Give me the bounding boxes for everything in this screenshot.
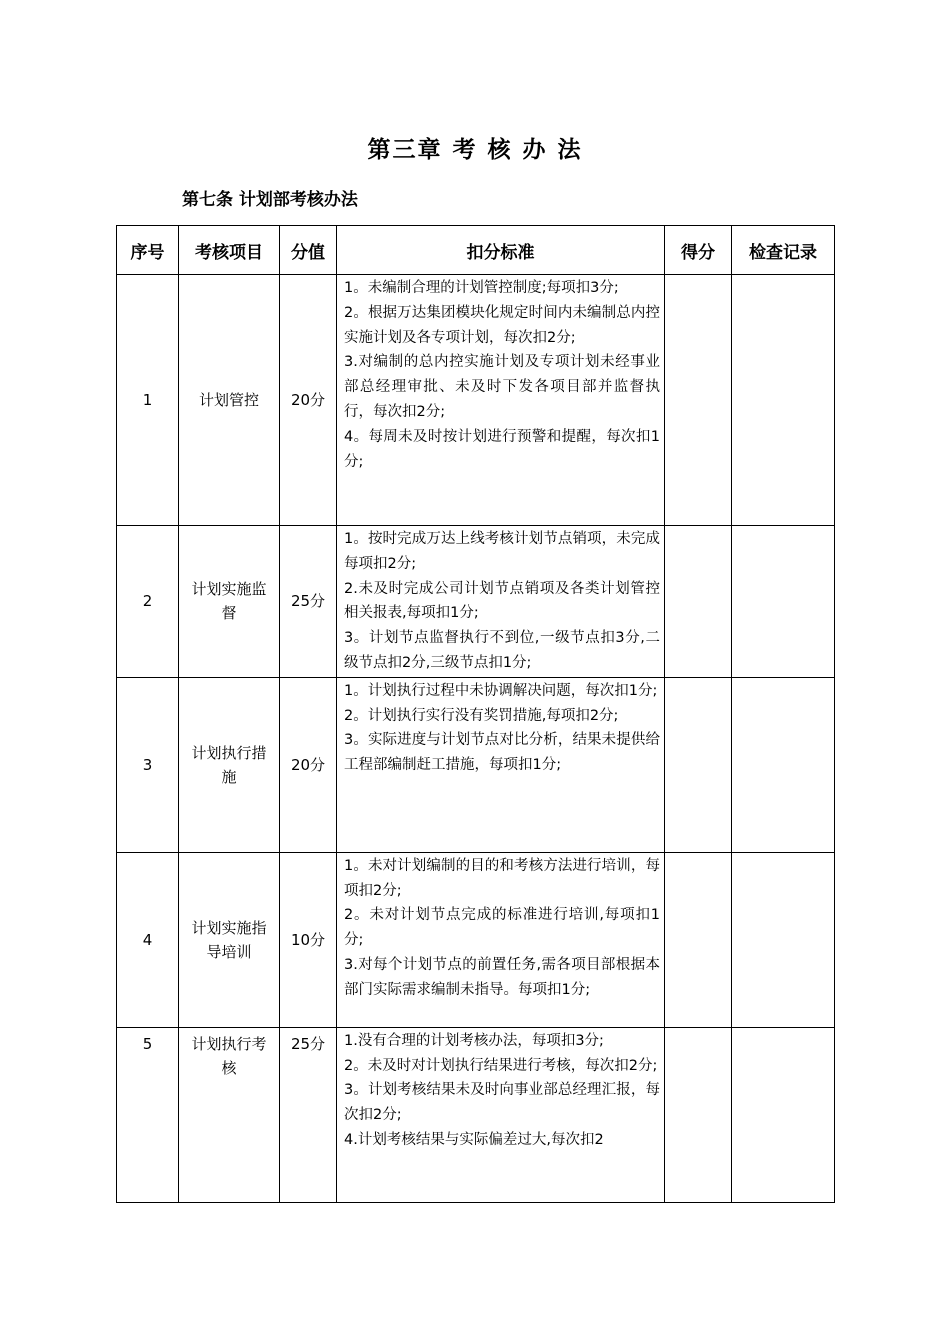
row-no: 3: [117, 677, 179, 852]
row-got[interactable]: [665, 275, 732, 526]
row-item: 计划实施监督: [179, 526, 280, 678]
row-record[interactable]: [732, 852, 835, 1027]
row-no: 1: [117, 275, 179, 526]
header-got: 得分: [665, 226, 732, 275]
header-score: 分值: [280, 226, 337, 275]
row-score: 20分: [280, 677, 337, 852]
criteria-line: 1。计划执行过程中未协调解决问题，每次扣1分;: [344, 682, 658, 699]
header-item: 考核项目: [179, 226, 280, 275]
criteria-line: 2.未及时完成公司计划节点销项及各类计划管控相关报表,每项扣1分;: [344, 580, 660, 622]
criteria-line: 1.没有合理的计划考核办法，每项扣3分;: [344, 1032, 604, 1049]
header-no: 序号: [117, 226, 179, 275]
row-criteria: [337, 852, 665, 1027]
criteria-line: 3。计划考核结果未及时向事业部总经理汇报，每次扣2分;: [344, 1082, 660, 1124]
row-record[interactable]: [732, 677, 835, 852]
criteria-line: 2。未对计划节点完成的标准进行培训,每项扣1分;: [344, 907, 660, 949]
row-score: 25分: [280, 1027, 337, 1202]
row-record[interactable]: [732, 1027, 835, 1202]
row-got[interactable]: [665, 1027, 732, 1202]
table-row: [117, 1027, 835, 1202]
row-score: 20分: [280, 275, 337, 526]
row-no: 4: [117, 852, 179, 1027]
criteria-line: 3。计划节点监督执行不到位,一级节点扣3分,二级节点扣2分,三级节点扣1分;: [344, 630, 660, 671]
row-no: 5: [117, 1027, 179, 1202]
row-item: 计划实施指导培训: [179, 852, 280, 1027]
row-item: 计划执行考核: [179, 1027, 280, 1202]
criteria-line: 3。实际进度与计划节点对比分析，结果未提供给工程部编制赶工措施，每项扣1分;: [344, 732, 660, 774]
row-record[interactable]: [732, 526, 835, 678]
row-no: 2: [117, 526, 179, 678]
row-criteria: [337, 275, 665, 526]
row-item: 计划执行措施: [179, 677, 280, 852]
criteria-line: 1。未编制合理的计划管控制度;每项扣3分;: [344, 280, 619, 296]
table-row: [117, 852, 835, 1027]
row-criteria: [337, 677, 665, 852]
header-criteria: 扣分标准: [337, 226, 665, 275]
criteria-line: 1。未对计划编制的目的和考核方法进行培训，每项扣2分;: [344, 857, 660, 899]
criteria-line: 1。按时完成万达上线考核计划节点销项，未完成每项扣2分;: [344, 531, 660, 572]
table-row: [117, 526, 835, 678]
chapter-title: 第三章 考 核 办 法: [367, 137, 583, 163]
table-header-row: [117, 226, 835, 275]
criteria-line: 4.计划考核结果与实际偏差过大,每次扣2: [344, 1131, 604, 1148]
criteria-line: 2。根据万达集团模块化规定时间内未编制总内控实施计划及各专项计划，每次扣2分;: [344, 304, 660, 346]
row-score: 25分: [280, 526, 337, 678]
row-criteria: [337, 1027, 665, 1202]
criteria-line: 3.对编制的总内控实施计划及专项计划未经事业部总经理审批、未及时下发各项目部并监督执行，每次扣2分;: [344, 354, 660, 420]
row-record[interactable]: [732, 275, 835, 526]
table-row: [117, 677, 835, 852]
criteria-line: 2。计划执行实行没有奖罚措施,每项扣2分;: [344, 707, 619, 724]
article-title: 第七条 计划部考核办法: [182, 190, 358, 210]
criteria-line: 3.对每个计划节点的前置任务,需各项目部根据本部门实际需求编制未指导。每项扣1分;: [344, 956, 660, 998]
criteria-line: 4。每周未及时按计划进行预警和提醒，每次扣1分;: [344, 428, 660, 470]
row-item: 计划管控: [179, 275, 280, 526]
header-record: 检查记录: [732, 226, 835, 275]
row-got[interactable]: [665, 852, 732, 1027]
criteria-line: 2。未及时对计划执行结果进行考核，每次扣2分;: [344, 1057, 658, 1074]
row-got[interactable]: [665, 677, 732, 852]
row-got[interactable]: [665, 526, 732, 678]
row-score: 10分: [280, 852, 337, 1027]
assessment-table: [116, 225, 835, 1203]
table-row: [117, 275, 835, 526]
row-criteria: [337, 526, 665, 678]
